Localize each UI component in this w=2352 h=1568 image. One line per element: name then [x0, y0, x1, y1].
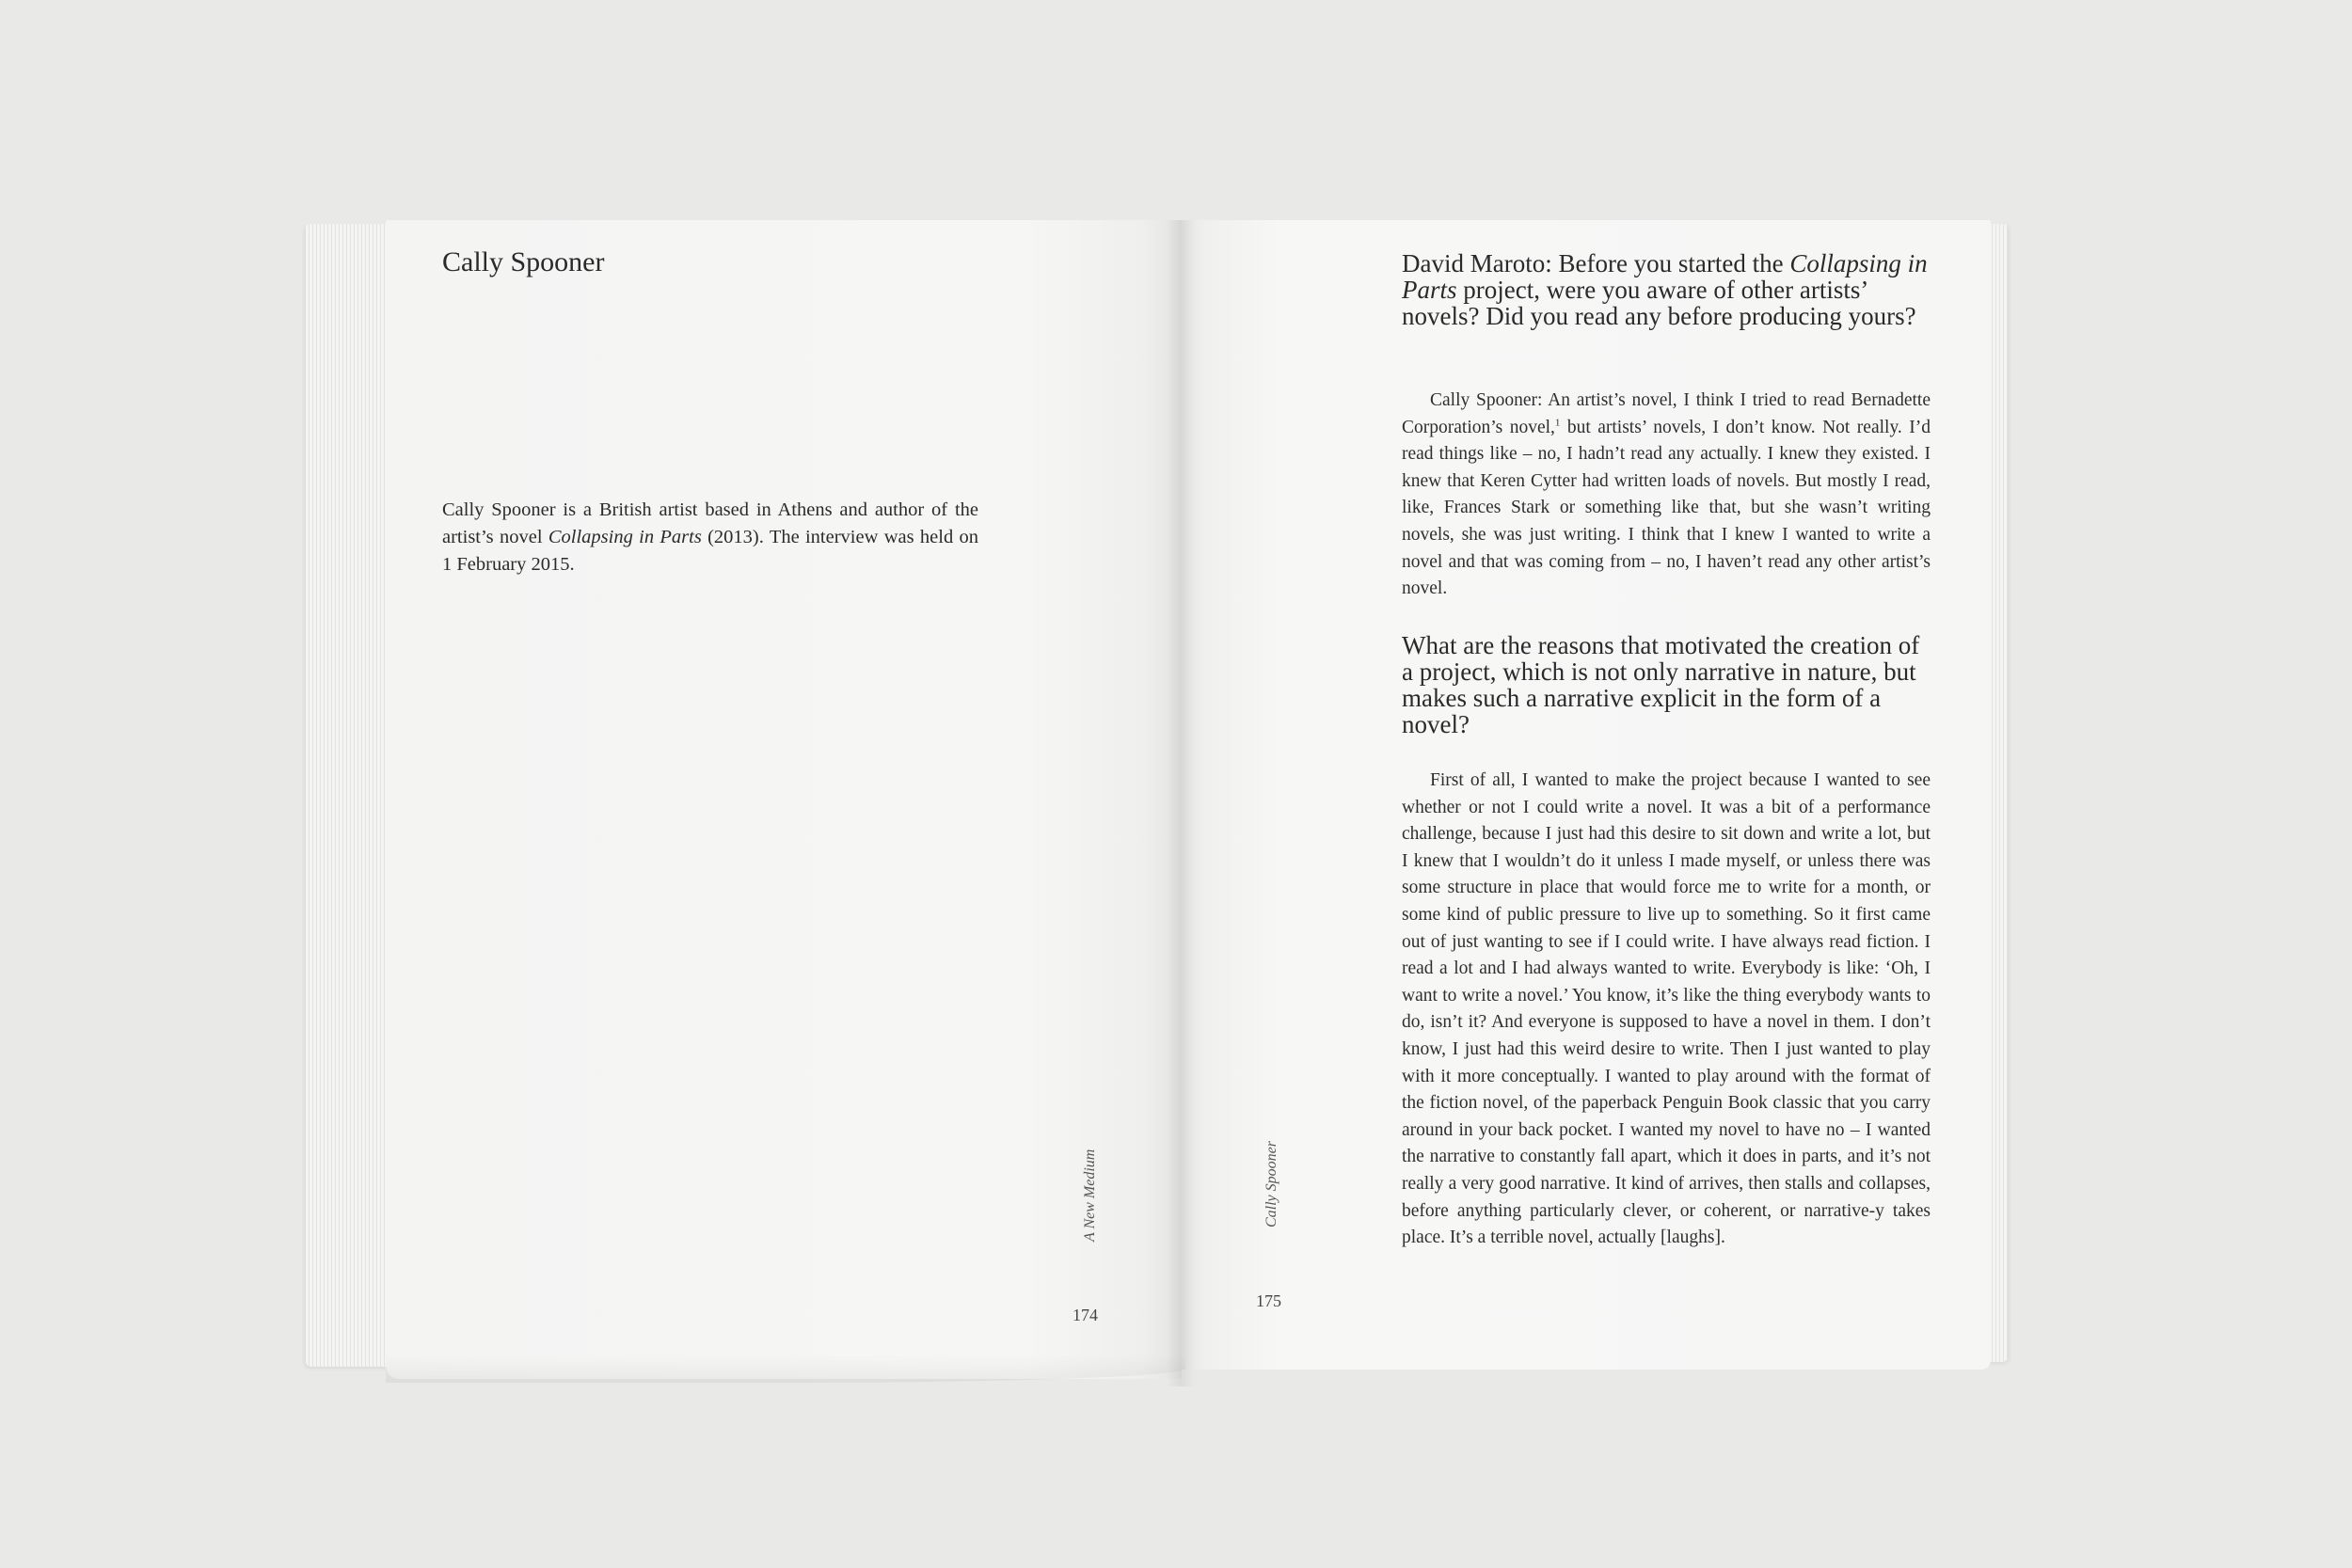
footnote-marker: 1 — [1554, 417, 1561, 429]
page-edges-left — [306, 224, 390, 1367]
interview-question-2: What are the reasons that motivated the creation of a project, which is not only narrative in nature, but makes such a narrative explicit in the form of a novel? — [1402, 631, 1920, 738]
question1-text-end: project, were you aware of other artists’ novels? Did you read any before producing yours? — [1402, 276, 1916, 330]
interview-answer-2: First of all, I wanted to make the project because I wanted to see whether or not I could write a novel. It was a bit of a performance challenge, because I just had this desire to sit down and write a lot, but I knew that I wouldn’t do it unless I made myself, or unless there was some structure in place that would force me to write for a month, or some kind of public pressure to live up to something. So it first came out of just wanting to see if I could write. I have always read fiction. I read a lot and I had always wanted to write. Everybody is like: ‘Oh, I want to write a novel.’ You know, it’s like the thing everybody wants to do, isn’t it? And everyone is supposed to have a novel in them. I don’t know, I just had this weird desire to write. Then I just wanted to play with it more conceptually. I wanted to play around with the format of the fiction novel, of the paperback Penguin Book classic that you carry around in your back pocket. I wanted my novel to have no – I wanted the narrative to constantly fall apart, which it does in parts, and it’s not really a very good narrative. It kind of arrives, then stalls and collapses, before anything particularly clever, or coherent, or narrative-y takes place. It’s a terrible novel, actually [laughs]. — [1402, 770, 1931, 1248]
interview-answer-1 — [1402, 388, 1931, 603]
question1-title: Collapsing in Parts — [1402, 249, 1928, 304]
page-number-left: 174 — [1073, 1306, 1098, 1324]
page-number-right: 175 — [1256, 1291, 1281, 1310]
bio-text-end: (2013). The interview was held on 1 February 2015. — [442, 527, 978, 575]
author-heading: Cally Spooner — [442, 246, 605, 277]
bio-text-start: Cally Spooner is a British artist based in Athens and author of the artist’s novel — [442, 499, 978, 547]
running-head-left: A New Medium — [1082, 1148, 1098, 1242]
bio-novel-title: Collapsing in Parts — [548, 527, 702, 547]
author-bio — [442, 497, 978, 578]
answer1-text-start: Cally Spooner: An artist’s novel, I think I tried to read Bernadette Corporation’s novel, — [1402, 390, 1931, 437]
running-head-right: Cally Spooner — [1263, 1141, 1279, 1227]
book-gutter — [1167, 220, 1195, 1386]
question1-text-start: David Maroto: Before you started the — [1402, 249, 1790, 277]
left-page — [386, 220, 1182, 1379]
page-curve-shadow — [386, 1354, 1185, 1383]
answer1-text-end: but artists’ novels, I don’t know. Not really. I’d read things like – no, I hadn’t read any actually. I knew they existed. I knew that Keren Cytter had written loads of novels. But mostly I read, like, Frances Stark or something like that, but she wasn’t writing novels, she was just writing. I think that I knew I wanted to write a novel and that was coming from – no, I haven’t read any other artist’s novel. — [1402, 417, 1931, 599]
interview-question-1 — [1402, 250, 1929, 329]
